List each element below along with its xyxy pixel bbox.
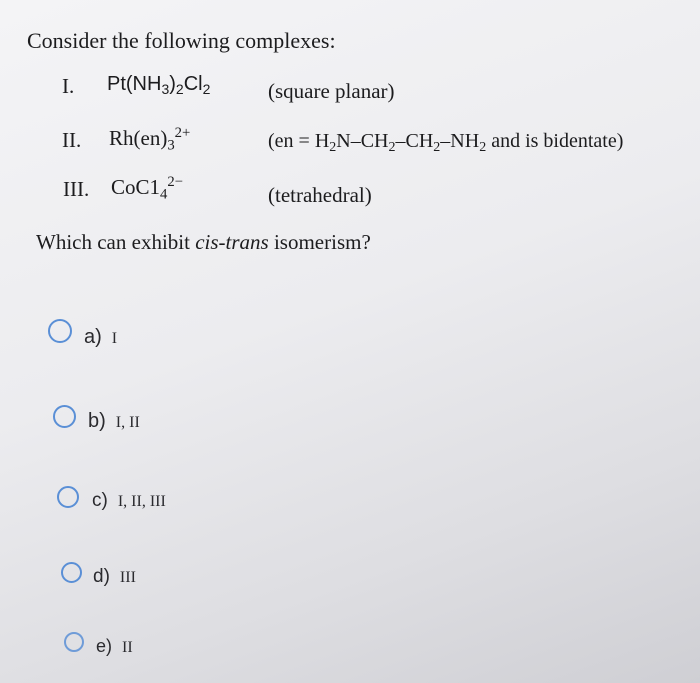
option-letter: c)	[92, 490, 108, 511]
complex-note-3: (tetrahedral)	[268, 183, 372, 207]
complex-formula-3	[111, 173, 183, 203]
option-value: III	[119, 569, 136, 586]
formula-part: )	[169, 73, 176, 95]
prompt-part: isomerism?	[268, 230, 371, 254]
option-letter: a)	[84, 326, 102, 348]
note-part: –NH	[440, 130, 480, 152]
formula-subscript: 3	[161, 81, 170, 98]
complex-numeral-1: I.	[62, 74, 75, 98]
complex-note-1: (square planar)	[268, 79, 395, 103]
note-subscript: 2	[479, 140, 487, 156]
note-part: (en = H	[268, 130, 330, 152]
complex-numeral-2: II.	[62, 128, 82, 152]
note-subscript: 2	[433, 140, 441, 156]
question-prompt	[36, 230, 371, 255]
option-c-radio[interactable]	[57, 486, 79, 508]
note-subscript: 2	[388, 140, 396, 156]
option-letter: d)	[93, 566, 110, 587]
question-intro: Consider the following complexes:	[27, 28, 336, 53]
note-part: and is bidentate)	[486, 130, 624, 152]
option-value: I, II	[115, 414, 140, 431]
option-value: II	[122, 639, 133, 656]
option-e[interactable]	[96, 636, 133, 657]
formula-subscript: 2	[202, 81, 211, 98]
complex-note-2	[268, 130, 624, 156]
prompt-emphasis: cis-trans	[195, 230, 269, 254]
note-part: –CH	[395, 130, 434, 152]
formula-subscript: 4	[160, 186, 168, 203]
option-d-radio[interactable]	[61, 562, 82, 583]
option-b-radio[interactable]	[53, 405, 76, 428]
formula-subscript: 2	[175, 81, 184, 98]
complex-formula-1	[107, 73, 210, 96]
option-a[interactable]	[84, 326, 117, 349]
formula-subscript: 3	[167, 137, 175, 154]
option-a-radio[interactable]	[48, 319, 72, 343]
option-letter: b)	[88, 410, 106, 432]
formula-part: Rh(en)	[109, 126, 168, 150]
option-value: I	[111, 330, 118, 347]
option-b[interactable]	[88, 410, 140, 433]
formula-part: Cl	[183, 73, 203, 95]
formula-part: Pt(NH	[107, 73, 162, 95]
note-part: N–CH	[336, 130, 389, 152]
note-subscript: 2	[329, 140, 337, 156]
option-d[interactable]	[93, 566, 136, 588]
complex-formula-2	[109, 124, 191, 154]
formula-part: CoC1	[111, 175, 161, 199]
option-value: I, II, III	[117, 493, 166, 510]
option-c[interactable]	[92, 490, 166, 512]
prompt-part: Which can exhibit	[36, 230, 196, 254]
formula-superscript: 2−	[167, 173, 183, 190]
option-letter: e)	[96, 636, 113, 656]
complex-numeral-3: III.	[63, 177, 90, 201]
option-e-radio[interactable]	[64, 632, 84, 652]
formula-superscript: 2+	[174, 124, 191, 141]
